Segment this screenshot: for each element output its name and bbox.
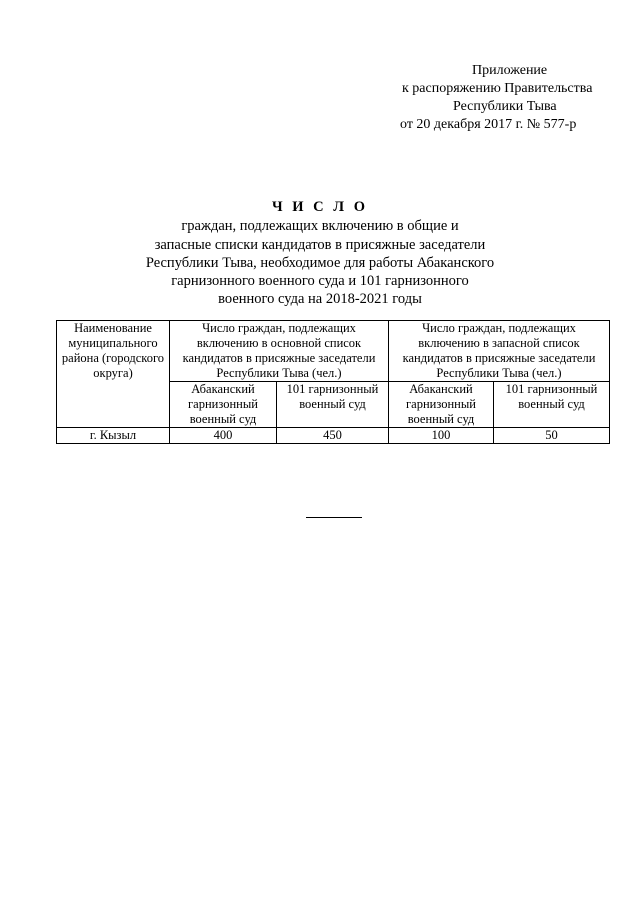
title-subtitle — [100, 217, 540, 308]
cell-abakan-reserve: 100 — [389, 428, 494, 444]
header-reserve-list: Число граждан, подлежащих включению в запасной список кандидатов в присяжные заседатели Республики Тыва (чел.) — [389, 321, 610, 382]
document-title — [100, 198, 540, 309]
appendix-header — [390, 62, 630, 134]
closing-divider — [306, 517, 362, 518]
cell-101-main: 450 — [277, 428, 389, 444]
subheader-101-main: 101 гарнизонный военный суд — [277, 382, 389, 428]
title-line: запасные списки кандидатов в присяжные заседатели — [154, 236, 486, 253]
appendix-date-number: от 20 декабря 2017 г. № 577-р — [400, 117, 577, 132]
cell-municipality-name: г. Кызыл — [57, 428, 170, 444]
jurors-table — [56, 320, 610, 444]
cell-abakan-main: 400 — [170, 428, 277, 444]
subheader-abakan-main: Абаканский гарнизонный военный суд — [170, 382, 277, 428]
title-heading: Ч И С Л О — [272, 199, 368, 215]
subheader-101-reserve: 101 гарнизонный военный суд — [494, 382, 610, 428]
cell-101-reserve: 50 — [494, 428, 610, 444]
header-main-list: Число граждан, подлежащих включению в основной список кандидатов в присяжные заседатели Республики Тыва (чел.) — [170, 321, 389, 382]
title-line: Республики Тыва, необходимое для работы Абаканского — [145, 254, 495, 271]
appendix-label: Приложение — [472, 63, 548, 78]
subheader-abakan-reserve: Абаканский гарнизонный военный суд — [389, 382, 494, 428]
appendix-order-ref: к распоряжению Правительства — [402, 81, 593, 96]
appendix-republic: Республики Тыва — [453, 99, 557, 114]
table-header-row — [57, 321, 610, 382]
title-line: граждан, подлежащих включению в общие и — [181, 218, 459, 235]
title-line: гарнизонного военного суда и 101 гарнизонного — [171, 273, 469, 290]
title-line: военного суда на 2018-2021 годы — [218, 291, 422, 308]
header-municipality: Наименование муниципального района (городского округа) — [57, 321, 170, 428]
table-row — [57, 428, 610, 444]
